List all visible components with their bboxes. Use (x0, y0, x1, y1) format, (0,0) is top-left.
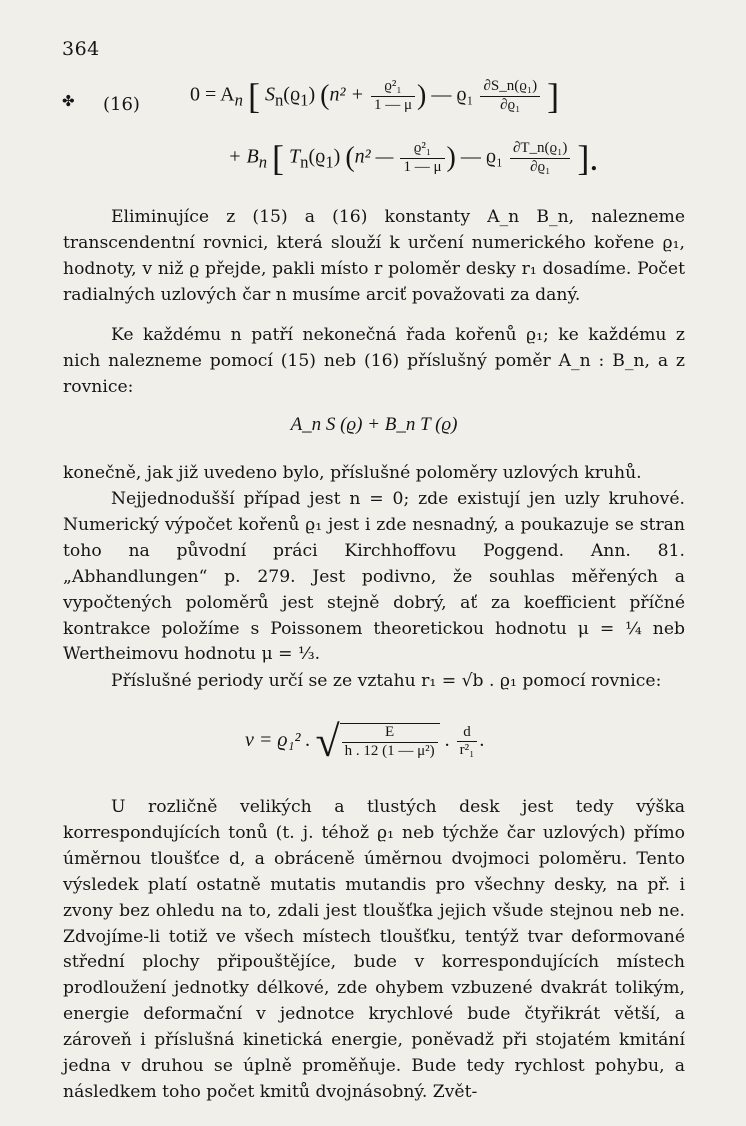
paragraph-6: U rozličně velikých a tlustých desk jest tedy výška korrespondujících tonů (t. j. téhož ϱ₁ neb týchže čar uzlových) přímo úměrnou tloušťce d, a obráceně úměrnou dvojmoci poloměru. Tento výsledek platí ostatně mutatis mutandis pro všechny desky, na př. i zvony bez ohledu na to, zdali jest tloušťka jejich všude stejnou neb ne. Zdvojíme-li totiž ve všech místech tloušťku, tentýž tvar deformované střední plochy připouštějíce, bude v korrespondujících místech prodloužení jednotky délkové, zde ohybem vzbuzené dvakrát tolikým, energie deformační v jednotce krychlové bude čtyřikrát větší, a zároveň i příslušná kinetická energie, poněvadž při stojatém kmitání jedna v druhou se úplně proměňuje. Bude tedy rychlost pohybu, a následkem toho počet kmitů dvojnásobný. Zvět- (63, 797, 685, 1102)
equation-16-line-2: + $B_n$ [ $T_n(ϱ_1)$ (n² — $\frac{\text{ϱ²₁}}{1 — \mu}$ ) — ϱ₁ $\frac{\text{∂T\_n(ϱ₁)}}{\text{∂ϱ₁}}$ ]. (228, 138, 599, 178)
sqrt-fraction (342, 724, 438, 760)
fraction-partial-t (510, 140, 570, 176)
eq-close: ) (308, 83, 316, 106)
eq-term-t: T (289, 145, 301, 168)
eq-close-2: ) (333, 145, 341, 168)
eq-term-s: S (264, 83, 275, 106)
paragraph-5: Příslušné periody určí se ze vztahu r₁ = √b . ϱ₁ pomocí rovnice: (111, 671, 662, 691)
paren-open: ( (320, 80, 330, 111)
formula-ans-bnt: A_n S (ϱ) + B_n T (ϱ) (290, 414, 458, 435)
paragraph-3: konečně, jak již uvedeno bylo, příslušné poloměry uzlových kruhů. (63, 463, 642, 483)
paragraph-2: Ke každému n patří nekonečná řada kořenů ϱ₁; ke každému z nich nalezneme pomocí (15) neb (16) příslušný poměr A_n : B_n, a z rovnice: (63, 325, 685, 397)
d-num: d (457, 724, 478, 742)
equation-nu (245, 716, 484, 767)
frac-num: ϱ²₁ (371, 78, 415, 96)
bracket-open: [ (247, 76, 260, 116)
eq-paren-b: n² — (354, 145, 394, 168)
bracket-close-2: ]. (577, 138, 599, 178)
eq-lead: 0 = A (190, 83, 235, 106)
eq-sub: n (234, 90, 243, 110)
nu-lhs: ν = ϱ₁² . (245, 729, 311, 752)
equation-label: (16) (103, 94, 140, 115)
fraction-partial-s (480, 78, 540, 114)
fraction-rho-mu-2 (400, 140, 444, 176)
eq-minus-rho-2: — ϱ₁ (460, 145, 503, 168)
frac-num-2: ϱ²₁ (400, 140, 444, 158)
paragraph-4: Nejjednodušší případ jest n = 0; zde existují jen uzly kruhové. Numerický výpočet kořenů ϱ₁ jest i zde nesnadný, a poukazuje se stran toho na původní práci Kirchhoffovu Poggend. Ann. 81. „Abhandlungen“ p. 279. Jest podivno, že souhlas měřených a vypočtených poloměrů jest stejně dobrý, ať za koefficient příčné kontrakce položíme s Poissonem theoretickou hodnotu μ = ¼ neb Wertheimovu hodnotu μ = ⅓. (63, 489, 685, 665)
page-number: 364 (62, 38, 100, 60)
sqrt-body (340, 723, 440, 760)
fraction-rho-mu (371, 78, 415, 114)
margin-mark: ✤ (62, 92, 75, 110)
nu-dot: . (444, 729, 450, 752)
frac-den: 1 — μ (373, 96, 412, 113)
dfrac-num-2: ∂T_n(ϱ₁) (510, 140, 570, 158)
fraction-d-r (457, 724, 478, 760)
sqrt-den: h . 12 (1 — μ²) (344, 742, 435, 759)
eq-minus-rho: — ϱ₁ (431, 83, 474, 106)
equation-16-line-1: $0 = A_n$ [ $S_n(ϱ_1) (n^2$ + $\frac{\text{ϱ²₁}}{1 — \mu}$ ) — ϱ₁ $\frac{\text{∂S\_n(ϱ₁)}}{\text{∂ϱ₁}}$ ] (190, 76, 560, 116)
dfrac-den: ∂ϱ₁ (500, 96, 521, 113)
paren-close: ) (417, 80, 427, 111)
frac-den-2: 1 — μ (403, 158, 442, 175)
eq-arg-2: (ϱ (308, 145, 326, 168)
paren-close-2: ) (446, 142, 456, 173)
square-root (315, 716, 439, 767)
eq-paren-a: n² + (329, 83, 364, 106)
sqrt-sign-icon: √ (315, 717, 340, 766)
r-den: r²₁ (459, 742, 475, 758)
eq-lead-2: + B (228, 145, 259, 168)
paragraph-1: Eliminujíce z (15) a (16) konstanty A_n B_n, nalezneme transcendentní rovnici, která slouží k určení numerického kořene ϱ₁, hodnoty, v niž ϱ přejde, pakli místo r poloměr desky r₁ dosadíme. Počet radialných uzlových čar n musíme arciť považovati za daný. (63, 207, 685, 305)
dfrac-den-2: ∂ϱ₁ (530, 158, 551, 175)
bracket-close: ] (547, 76, 560, 116)
bracket-open-2: [ (272, 138, 285, 178)
paren-open-2: ( (345, 142, 355, 173)
eq-arg: (ϱ (283, 83, 301, 106)
sqrt-num: E (342, 724, 438, 742)
dfrac-num: ∂S_n(ϱ₁) (480, 78, 540, 96)
nu-end: . (479, 729, 485, 752)
